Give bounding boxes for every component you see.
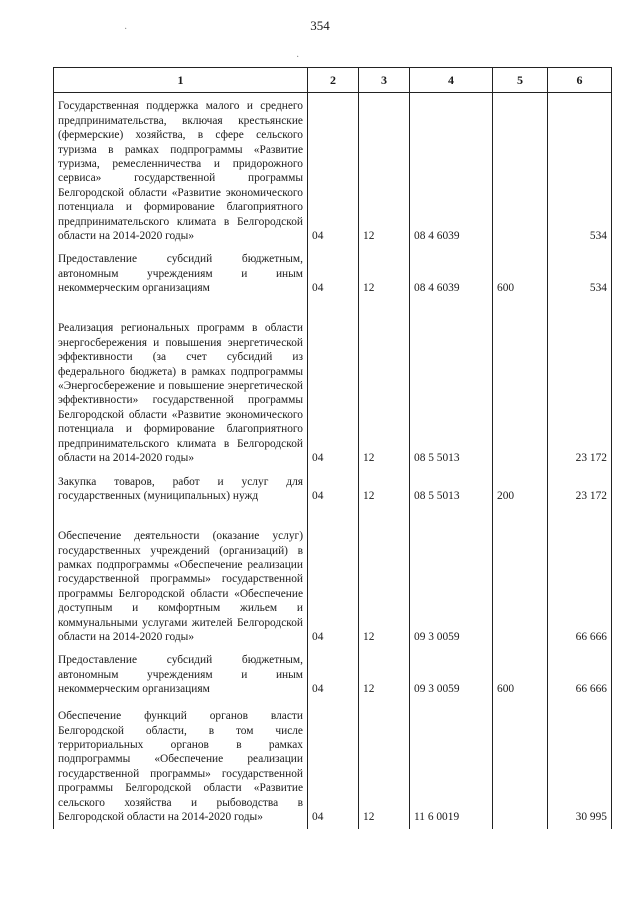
row-description: Государственная поддержка малого и среднего предпринимательства, включая крестьянские (фермерские) хозяйства, в сфере сельского туризма в рамках подпрограммы «Развитие туризма, ремесленничества и придорожного сервиса» государственной программы Белгородской области «Развитие экономического потенциала и формирование благоприятного предпринимательского климата в Белгородской области на 2014-2020 годы» (54, 93, 308, 248)
table-row (54, 701, 612, 829)
cell-subsection: 12 (359, 470, 410, 508)
column-header: 5 (493, 68, 548, 93)
cell-expense-type (493, 508, 548, 649)
cell-section: 04 (308, 93, 359, 248)
budget-table (53, 67, 612, 829)
cell-section: 04 (308, 508, 359, 649)
table-row (54, 470, 612, 508)
cell-amount: 534 (548, 248, 612, 300)
row-description: Предоставление субсидий бюджетным, автономным учреждениям и иным некоммерческим организациям (54, 649, 308, 701)
scan-speck: · (124, 24, 128, 35)
table-row (54, 300, 612, 470)
table-row (54, 93, 612, 248)
cell-target-article: 08 5 5013 (410, 300, 493, 470)
cell-amount: 66 666 (548, 649, 612, 701)
row-description: Реализация региональных программ в области энергосбережения и повышения энергетической эффективности (за счет субсидий из федерального бюджета) в рамках подпрограммы «Энергосбережение и повышение энергетической эффективности» государственной программы Белгородской области «Развитие экономического потенциала и формирование благоприятного предпринимательского климата в Белгородской области на 2014-2020 годы» (54, 300, 308, 470)
cell-subsection: 12 (359, 300, 410, 470)
cell-expense-type: 600 (493, 649, 548, 701)
cell-amount: 23 172 (548, 470, 612, 508)
table-row (54, 508, 612, 649)
cell-section: 04 (308, 300, 359, 470)
table-header-row (54, 68, 612, 93)
cell-subsection: 12 (359, 649, 410, 701)
cell-expense-type: 600 (493, 248, 548, 300)
cell-subsection: 12 (359, 701, 410, 829)
cell-expense-type (493, 300, 548, 470)
cell-section: 04 (308, 470, 359, 508)
cell-subsection: 12 (359, 93, 410, 248)
cell-subsection: 12 (359, 248, 410, 300)
cell-target-article: 08 4 6039 (410, 248, 493, 300)
cell-target-article: 11 6 0019 (410, 701, 493, 829)
column-header: 2 (308, 68, 359, 93)
cell-section: 04 (308, 649, 359, 701)
column-header: 4 (410, 68, 493, 93)
cell-amount: 66 666 (548, 508, 612, 649)
column-header: 3 (359, 68, 410, 93)
cell-expense-type (493, 93, 548, 248)
table-row (54, 649, 612, 701)
row-description: Обеспечение деятельности (оказание услуг) государственных учреждений (организаций) в рамках подпрограммы «Обеспечение реализации государственной программы» государственной программы Белгородской области «Обеспечение доступным и комфортным жильем и коммунальными услугами жителей Белгородской области на 2014-2020 годы» (54, 508, 308, 649)
cell-amount: 30 995 (548, 701, 612, 829)
cell-target-article: 09 3 0059 (410, 649, 493, 701)
table-row (54, 248, 612, 300)
cell-subsection: 12 (359, 508, 410, 649)
cell-section: 04 (308, 701, 359, 829)
cell-expense-type (493, 701, 548, 829)
row-description: Закупка товаров, работ и услуг для государственных (муниципальных) нужд (54, 470, 308, 508)
cell-amount: 23 172 (548, 300, 612, 470)
row-description: Обеспечение функций органов власти Белгородской области, в том числе территориальных органов в рамках подпрограммы «Обеспечение реализации государственной программы» государственной программы Белгородской области «Развитие сельского хозяйства и рыбоводства в Белгородской области на 2014-2020 годы» (54, 701, 308, 829)
cell-target-article: 08 4 6039 (410, 93, 493, 248)
cell-expense-type: 200 (493, 470, 548, 508)
cell-amount: 534 (548, 93, 612, 248)
column-header: 1 (54, 68, 308, 93)
cell-target-article: 08 5 5013 (410, 470, 493, 508)
page-number: 354 (310, 18, 330, 33)
scan-speck: · (296, 52, 300, 63)
cell-target-article: 09 3 0059 (410, 508, 493, 649)
row-description: Предоставление субсидий бюджетным, автономным учреждениям и иным некоммерческим организациям (54, 248, 308, 300)
column-header: 6 (548, 68, 612, 93)
cell-section: 04 (308, 248, 359, 300)
